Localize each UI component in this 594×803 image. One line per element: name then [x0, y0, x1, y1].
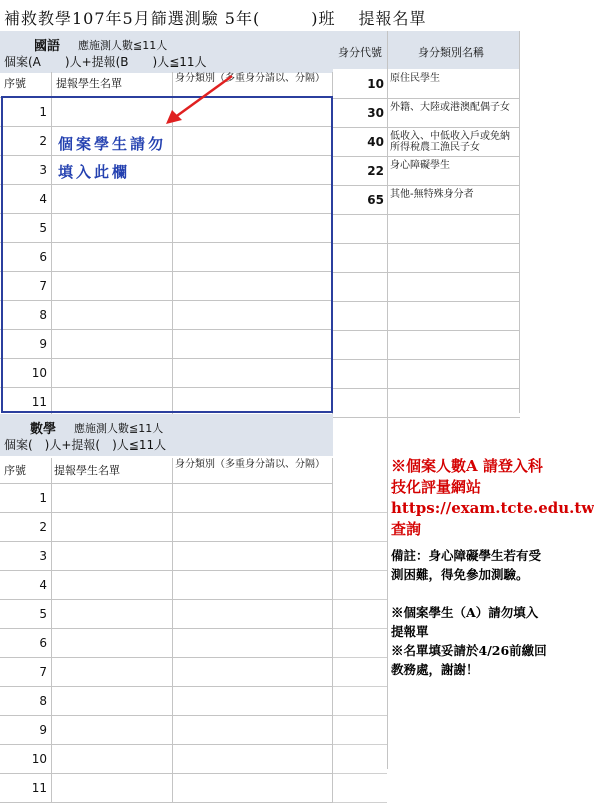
math-formula: 個案( )人+提報( )人≦11人 — [4, 438, 167, 452]
math-student-name-cell[interactable] — [52, 514, 170, 541]
math-student-name-cell[interactable] — [52, 630, 170, 657]
code-empty-row — [333, 360, 520, 389]
code-value: 65 — [367, 192, 384, 207]
chinese-col-seq: 序號 — [4, 77, 26, 90]
math-row-number: 1 — [39, 490, 47, 505]
math-category-cell[interactable] — [174, 514, 331, 541]
math-category-cell[interactable] — [174, 601, 331, 628]
lower-empty-row — [333, 687, 387, 716]
lower-empty-row — [333, 513, 387, 542]
page-title: 補救教學107年5月篩選測驗 5年( )班 提報名單 — [4, 9, 427, 28]
code-empty-row — [333, 273, 520, 302]
math-student-name-cell[interactable] — [52, 746, 170, 773]
code-name: 身心障礙學生 — [390, 160, 450, 171]
chinese-col-category: 身分類別（多重身分請以、分隔） — [175, 73, 325, 84]
overlay-text-line2: 填入此欄 — [58, 163, 131, 181]
math-row-number: 3 — [39, 548, 47, 563]
code-value: 22 — [367, 163, 384, 178]
note-remark: 備註：身心障礙學生若有受測困難，得免參加測驗。 — [391, 548, 542, 582]
math-col-name: 提報學生名單 — [54, 464, 120, 477]
code-empty-row — [333, 215, 520, 244]
code-value: 40 — [367, 134, 384, 149]
math-category-cell[interactable] — [174, 572, 331, 599]
math-category-cell[interactable] — [174, 543, 331, 570]
math-student-name-cell[interactable] — [52, 485, 170, 512]
code-empty-row — [333, 302, 520, 331]
math-category-cell[interactable] — [174, 630, 331, 657]
math-col-seq: 序號 — [4, 464, 26, 477]
code-name: 低收入、中低收入戶或免納所得稅農工漁民子女 — [390, 131, 510, 153]
chinese-row-number: 4 — [39, 191, 47, 206]
code-name: 原住民學生 — [390, 73, 440, 84]
chinese-limit-text: 應施測人數≦11人 — [78, 39, 168, 52]
math-row-number: 7 — [39, 664, 47, 679]
chinese-row-number: 11 — [31, 394, 47, 409]
lower-empty-row — [333, 629, 387, 658]
math-row-number: 9 — [39, 722, 47, 737]
chinese-row-number: 9 — [39, 336, 47, 351]
overlay-text-line1: 個案學生請勿 — [58, 135, 167, 153]
code-empty-row — [333, 389, 520, 418]
code-empty-row — [333, 244, 520, 273]
math-limit-text: 應施測人數≦11人 — [74, 422, 164, 435]
math-category-cell[interactable] — [174, 746, 331, 773]
chinese-subject: 國語 — [34, 39, 61, 54]
chinese-formula: 個案(A )人+提報(B )人≦11人 — [4, 55, 207, 69]
chinese-row-number: 1 — [39, 104, 47, 119]
chinese-col-name: 提報學生名單 — [56, 77, 122, 90]
chinese-row-number: 2 — [39, 133, 47, 148]
lower-empty-row — [333, 600, 387, 629]
math-student-name-cell[interactable] — [52, 543, 170, 570]
math-row-number: 10 — [31, 751, 47, 766]
code-name: 外籍、大陸或港澳配偶子女 — [390, 102, 510, 113]
math-category-cell[interactable] — [174, 485, 331, 512]
code-col-code: 身分代號 — [338, 46, 382, 59]
lower-empty-row — [333, 716, 387, 745]
math-row-number: 5 — [39, 606, 47, 621]
chinese-row-number: 3 — [39, 162, 47, 177]
math-divider — [0, 483, 333, 484]
math-category-cell[interactable] — [174, 717, 331, 744]
lower-empty-row — [333, 484, 387, 513]
code-name: 其他-無特殊身分者 — [390, 189, 474, 200]
math-student-name-cell[interactable] — [52, 775, 170, 802]
math-category-cell[interactable] — [174, 659, 331, 686]
math-row-number: 11 — [31, 780, 47, 795]
chinese-blue-frame — [1, 96, 333, 413]
math-student-name-cell[interactable] — [52, 601, 170, 628]
lower-empty-row — [333, 745, 387, 774]
math-category-cell[interactable] — [174, 688, 331, 715]
math-student-name-cell[interactable] — [52, 688, 170, 715]
chinese-row-number: 8 — [39, 307, 47, 322]
chinese-row-number: 10 — [31, 365, 47, 380]
chinese-row-number: 6 — [39, 249, 47, 264]
note-case-student: ※個案學生（A）請勿填入提報單 — [391, 605, 539, 639]
lower-empty-row — [333, 542, 387, 571]
math-student-name-cell[interactable] — [52, 659, 170, 686]
lower-empty-row — [333, 658, 387, 687]
code-empty-row — [333, 331, 520, 360]
math-divider — [172, 458, 173, 803]
code-value: 30 — [367, 105, 384, 120]
note-red: ※個案人數A 請登入科技化評量網站 https://exam.tcte.edu.tw 查詢 — [391, 457, 594, 538]
code-col-name: 身分類別名稱 — [418, 46, 484, 59]
note-deadline: ※名單填妥請於4/26前繳回教務處，謝謝！ — [391, 643, 547, 677]
math-row-number: 8 — [39, 693, 47, 708]
math-subject: 數學 — [30, 422, 57, 437]
math-row-number: 4 — [39, 577, 47, 592]
lower-empty-row — [333, 774, 387, 803]
math-category-cell[interactable] — [174, 775, 331, 802]
lower-empty-row — [333, 571, 387, 600]
math-row-number: 6 — [39, 635, 47, 650]
math-divider — [51, 458, 52, 803]
math-row-number: 2 — [39, 519, 47, 534]
math-student-name-cell[interactable] — [52, 717, 170, 744]
math-student-name-cell[interactable] — [52, 572, 170, 599]
math-col-category: 身分類別（多重身分請以、分隔） — [175, 459, 325, 470]
chinese-row-number: 7 — [39, 278, 47, 293]
code-value: 10 — [367, 76, 384, 91]
chinese-row-number: 5 — [39, 220, 47, 235]
red-arrow-icon — [160, 70, 240, 130]
